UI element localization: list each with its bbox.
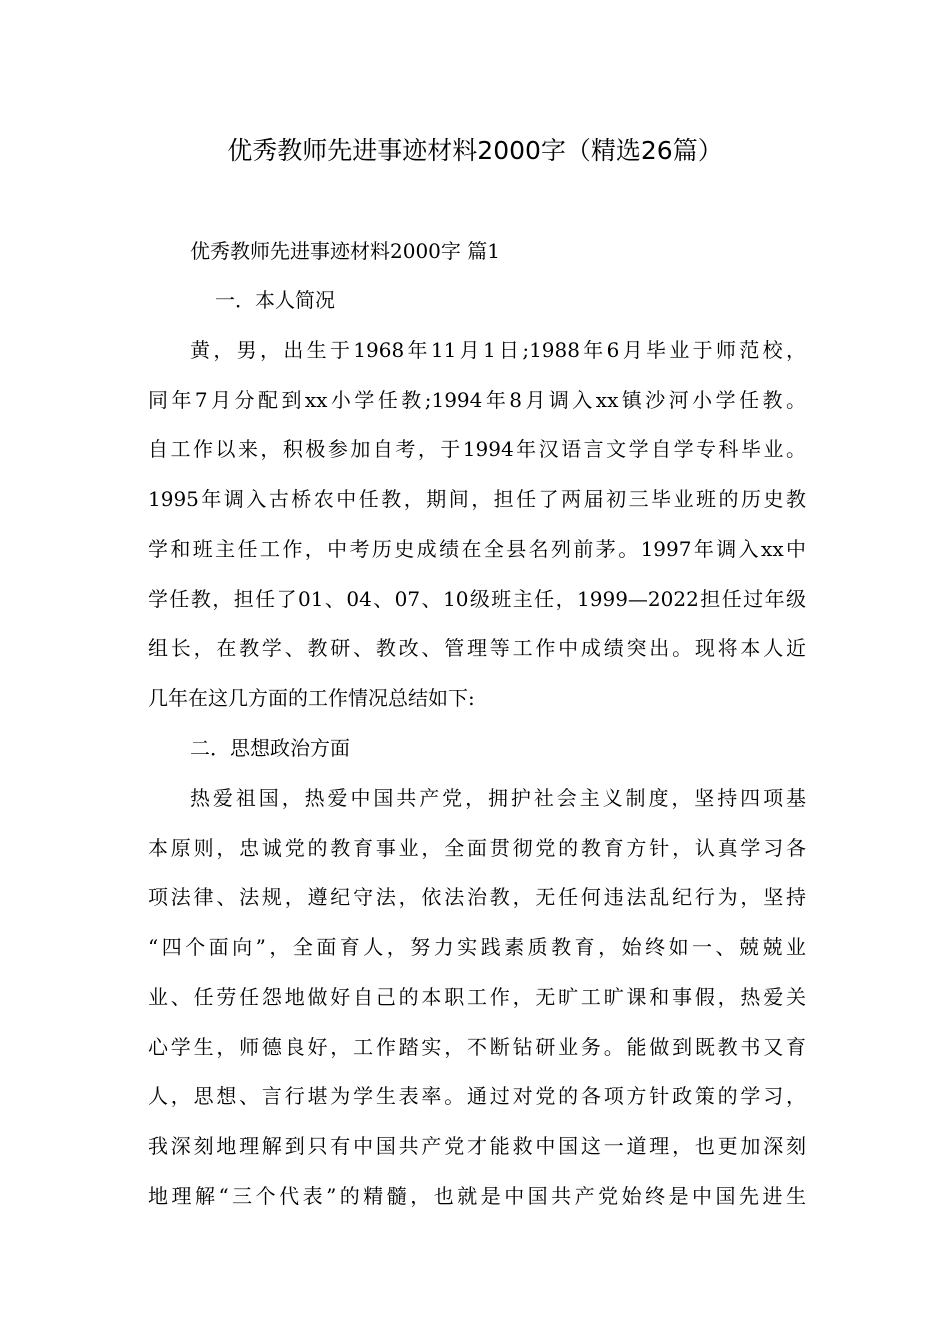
subheading-personal-overview: 一．本人简况 — [215, 288, 335, 312]
section-heading: 优秀教师先进事迹材料2000字 篇1 — [190, 239, 500, 263]
paragraph-line: 我深刻地理解到只有中国共产党才能救中国这一道理，也更加深刻 — [148, 1133, 806, 1158]
paragraph-line: 同年7月分配到xx小学任教;1994年8月调入xx镇沙河小学任教。 — [148, 387, 806, 412]
paragraph-line: 几年在这几方面的工作情况总结如下: — [148, 685, 475, 710]
paragraph-line: 自工作以来，积极参加自考，于1994年汉语言文学自学专科毕业。 — [148, 437, 806, 462]
subheading-political-ideology: 二．思想政治方面 — [190, 736, 350, 760]
paragraph-line: 业、任劳任怨地做好自己的本职工作，无旷工旷课和事假，热爱关 — [148, 984, 806, 1009]
paragraph-line: 1995年调入古桥农中任教，期间，担任了两届初三毕业班的历史教 — [148, 487, 806, 512]
paragraph-line: 项法律、法规，遵纪守法，依法治教，无任何违法乱纪行为，坚持 — [148, 885, 806, 910]
paragraph-line: 学和班主任工作，中考历史成绩在全县名列前茅。1997年调入xx中 — [148, 536, 806, 561]
paragraph-line: 学任教，担任了01、04、07、10级班主任，1999—2022担任过年级 — [148, 586, 806, 611]
paragraph-line: 热爱祖国，热爱中国共产党，拥护社会主义制度，坚持四项基 — [190, 786, 806, 810]
paragraph-line: “四个面向”，全面育人，努力实践素质教育，始终如一、兢兢业 — [148, 935, 806, 960]
paragraph-line: 心学生，师德良好，工作踏实，不断钻研业务。能做到既教书又育 — [148, 1034, 806, 1059]
paragraph-line: 黄，男，出生于1968年11月1日;1988年6月毕业于师范校， — [190, 338, 806, 362]
paragraph-line: 组长，在教学、教研、教改、管理等工作中成绩突出。现将本人近 — [148, 636, 806, 661]
paragraph-line: 人，思想、言行堪为学生表率。通过对党的各项方针政策的学习， — [148, 1084, 806, 1109]
paragraph-line: 本原则，忠诚党的教育事业，全面贯彻党的教育方针，认真学习各 — [148, 835, 806, 860]
document-title: 优秀教师先进事迹材料2000字（精选26篇） — [227, 136, 723, 165]
paragraph-line: 地理解“三个代表”的精髓，也就是中国共产党始终是中国先进生 — [148, 1183, 806, 1208]
